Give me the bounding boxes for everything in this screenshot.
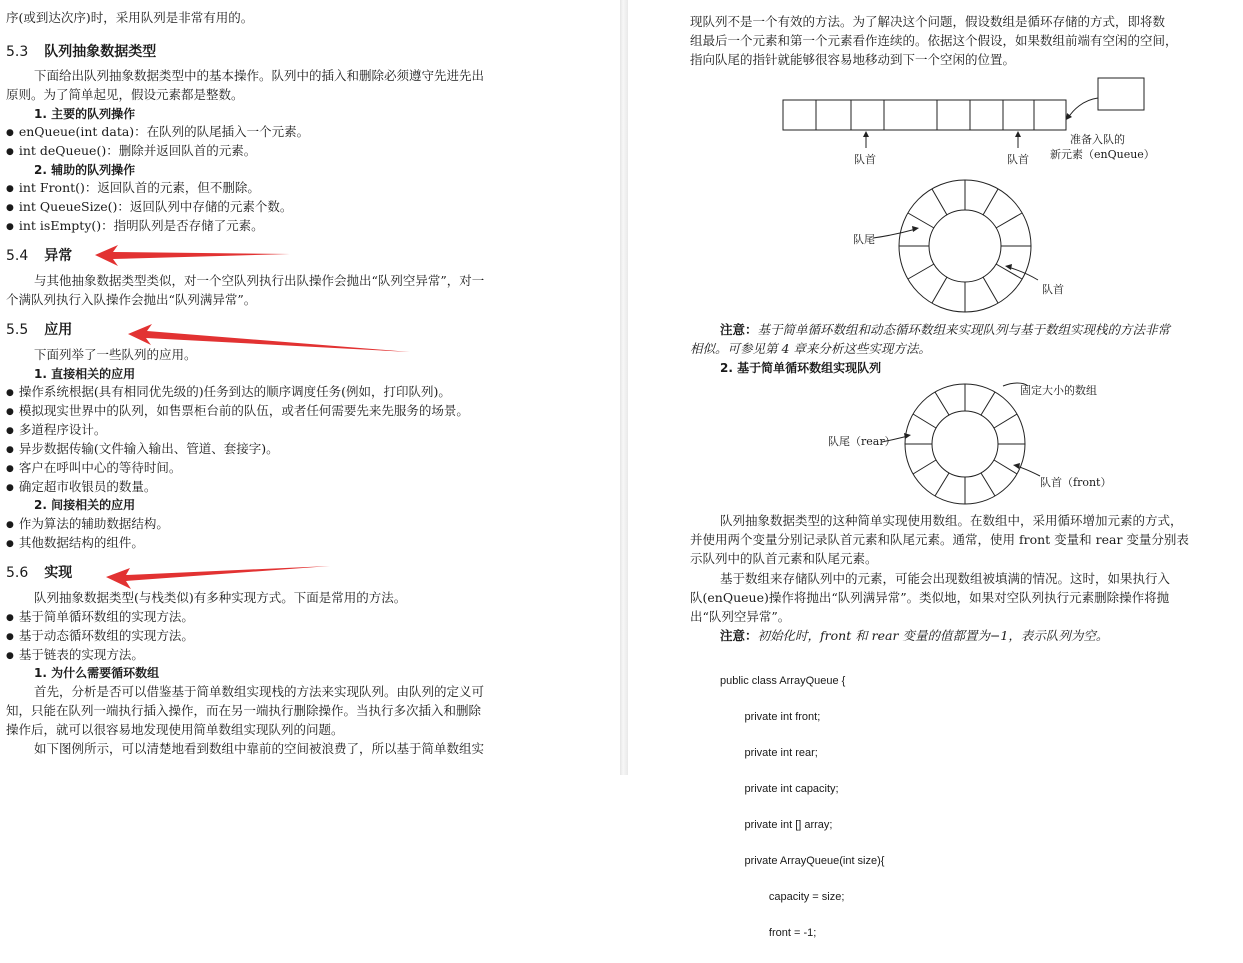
paragraph: 下面给出队列抽象数据类型中的基本操作。队列中的插入和删除必须遵守先进先出 bbox=[34, 68, 485, 83]
left-page bbox=[0, 0, 620, 775]
bullet-item: ● int QueueSize()：返回队列中存储的元素个数。 bbox=[6, 199, 292, 217]
bullet-item: ● 其他数据结构的组件。 bbox=[6, 535, 144, 553]
note-paragraph: 相似。可参见第 4 章来分析这些实现方法。 bbox=[690, 341, 931, 356]
paragraph: 并使用两个变量分别记录队首元素和队尾元素。通常，使用 front 变量和 rear 变量分别表 bbox=[690, 532, 1189, 547]
bullet-item: ● 操作系统根据(具有相同优先级的)任务到达的顺序调度任务(例如，打印队列)。 bbox=[6, 384, 451, 402]
bullet-item: ● 异步数据传输(文件输入输出、管道、套接字)。 bbox=[6, 441, 279, 459]
fixed-array-label: 固定大小的数组 bbox=[1020, 384, 1097, 397]
section-heading-5-4: 5.4 异常 bbox=[6, 248, 73, 264]
annotation-arrows bbox=[0, 0, 620, 775]
book-gutter bbox=[620, 0, 628, 775]
bullet-item: ● enQueue(int data)：在队列的队尾插入一个元素。 bbox=[6, 124, 309, 142]
paragraph: 出“队列空异常”。 bbox=[690, 609, 791, 624]
bullet-item: ● 基于简单循环数组的实现方法。 bbox=[6, 609, 194, 627]
paragraph: 示队列中的队首元素和队尾元素。 bbox=[690, 551, 878, 566]
bullet-item: ● int deQueue()：删除并返回队首的元素。 bbox=[6, 143, 256, 161]
paragraph: 指向队尾的指针就能够很容易地移动到下一个空闲的位置。 bbox=[690, 52, 1016, 67]
paragraph: 与其他抽象数据类型类似，对一个空队列执行出队操作会抛出“队列空异常”，对一 bbox=[34, 273, 485, 288]
fixed-circular-array-figure bbox=[628, 378, 1243, 513]
paragraph: 原则。为了简单起见，假设元素都是整数。 bbox=[6, 87, 244, 102]
paragraph: 下面列举了一些队列的应用。 bbox=[34, 347, 197, 362]
bullet-item: ● 模拟现实世界中的队列，如售票柜台前的队伍，或者任何需要先来先服务的场景。 bbox=[6, 403, 469, 421]
code-line: capacity = size; bbox=[720, 891, 845, 903]
bullet-item: ● 客户在呼叫中心的等待时间。 bbox=[6, 460, 181, 478]
paragraph: 队列抽象数据类型(与栈类似)有多种实现方式。下面是常用的方法。 bbox=[34, 590, 407, 605]
bullet-item: ● 作为算法的辅助数据结构。 bbox=[6, 516, 169, 534]
paragraph: 如下图例所示，可以清楚地看到数组中靠前的空间被浪费了，所以基于简单数组实 bbox=[34, 741, 485, 756]
circular-array-figure bbox=[628, 172, 1243, 322]
code-block bbox=[720, 651, 884, 963]
code-line: public class ArrayQueue { bbox=[720, 675, 846, 687]
paragraph: 操作后，就可以很容易地发现使用简单数组实现队列的问题。 bbox=[6, 722, 344, 737]
bullet-item: ● 确定超市收银员的数量。 bbox=[6, 479, 156, 497]
paragraph: 首先，分析是否可以借鉴基于简单数组实现栈的方法来实现队列。由队列的定义可 bbox=[34, 684, 485, 699]
paragraph: 组最后一个元素和第一个元素看作连续的。依据这个假设，如果数组前端有空闲的空间， bbox=[690, 33, 1178, 48]
rear-label: 队尾 bbox=[853, 233, 875, 246]
bullet-item: ● 多道程序设计。 bbox=[6, 422, 106, 440]
code-line: private ArrayQueue(int size){ bbox=[720, 855, 885, 867]
rear-label: 队尾（rear） bbox=[828, 435, 896, 448]
bullet-item: ● int isEmpty()：指明队列是否存储了元素。 bbox=[6, 218, 264, 236]
subheading: 2. 辅助的队列操作 bbox=[34, 163, 136, 177]
subheading: 2. 间接相关的应用 bbox=[34, 498, 136, 512]
paragraph: 队列抽象数据类型的这种简单实现使用数组。在数组中，采用循环增加元素的方式， bbox=[720, 513, 1183, 528]
section-heading-5-5: 5.5 应用 bbox=[6, 322, 73, 338]
subheading: 2. 基于简单循环数组实现队列 bbox=[720, 361, 882, 375]
new-element-label: 准备入队的 bbox=[1070, 133, 1125, 146]
bullet-item: ● int Front()：返回队首的元素，但不删除。 bbox=[6, 180, 260, 198]
bullet-item: ● 基于链表的实现方法。 bbox=[6, 647, 144, 665]
code-line: private int rear; bbox=[720, 747, 818, 759]
subheading: 1. 主要的队列操作 bbox=[34, 107, 136, 121]
note-paragraph: 注意：基于简单循环数组和动态循环数组来实现队列与基于数组实现栈的方法非常 bbox=[720, 322, 1171, 337]
paragraph: 队(enQueue)操作将抛出“队列满异常”。类似地，如果对空队列执行元素删除操作将抛 bbox=[690, 590, 1170, 605]
subheading: 1. 直接相关的应用 bbox=[34, 367, 136, 381]
code-line: front = -1; bbox=[720, 927, 817, 939]
red-arrow-5-5 bbox=[128, 324, 410, 352]
section-heading-5-6: 5.6 实现 bbox=[6, 565, 73, 581]
continued-text: 序(或到达次序)时，采用队列是非常有用的。 bbox=[6, 10, 254, 25]
paragraph: 个满队列执行入队操作会抛出“队列满异常”。 bbox=[6, 292, 257, 307]
code-line: private int front; bbox=[720, 711, 821, 723]
code-line: private int [] array; bbox=[720, 819, 833, 831]
front-label: 队首 bbox=[854, 153, 876, 166]
front-label: 队首 bbox=[1042, 283, 1064, 296]
paragraph: 基于数组来存储队列中的元素，可能会出现数组被填满的情况。这时，如果执行入 bbox=[720, 571, 1171, 586]
bullet-item: ● 基于动态循环数组的实现方法。 bbox=[6, 628, 194, 646]
subheading: 1. 为什么需要循环数组 bbox=[34, 666, 160, 680]
code-line: private int capacity; bbox=[720, 783, 839, 795]
red-arrow-5-6 bbox=[106, 566, 330, 589]
section-heading-5-3: 5.3 队列抽象数据类型 bbox=[6, 44, 157, 60]
front-label: 队首 bbox=[1007, 153, 1029, 166]
paragraph: 现队列不是一个有效的方法。为了解决这个问题，假设数组是循环存储的方式，即将数 bbox=[690, 14, 1166, 29]
red-arrow-5-4 bbox=[95, 245, 290, 266]
note-paragraph: 注意：初始化时，front 和 rear 变量的值都置为−1，表示队列为空。 bbox=[720, 628, 1109, 643]
paragraph: 知，只能在队列一端执行插入操作，而在另一端执行删除操作。当执行多次插入和删除 bbox=[6, 703, 482, 718]
front-label: 队首（front） bbox=[1040, 476, 1112, 489]
new-element-label: 新元素（enQueue） bbox=[1050, 148, 1155, 161]
right-page bbox=[628, 0, 1243, 939]
